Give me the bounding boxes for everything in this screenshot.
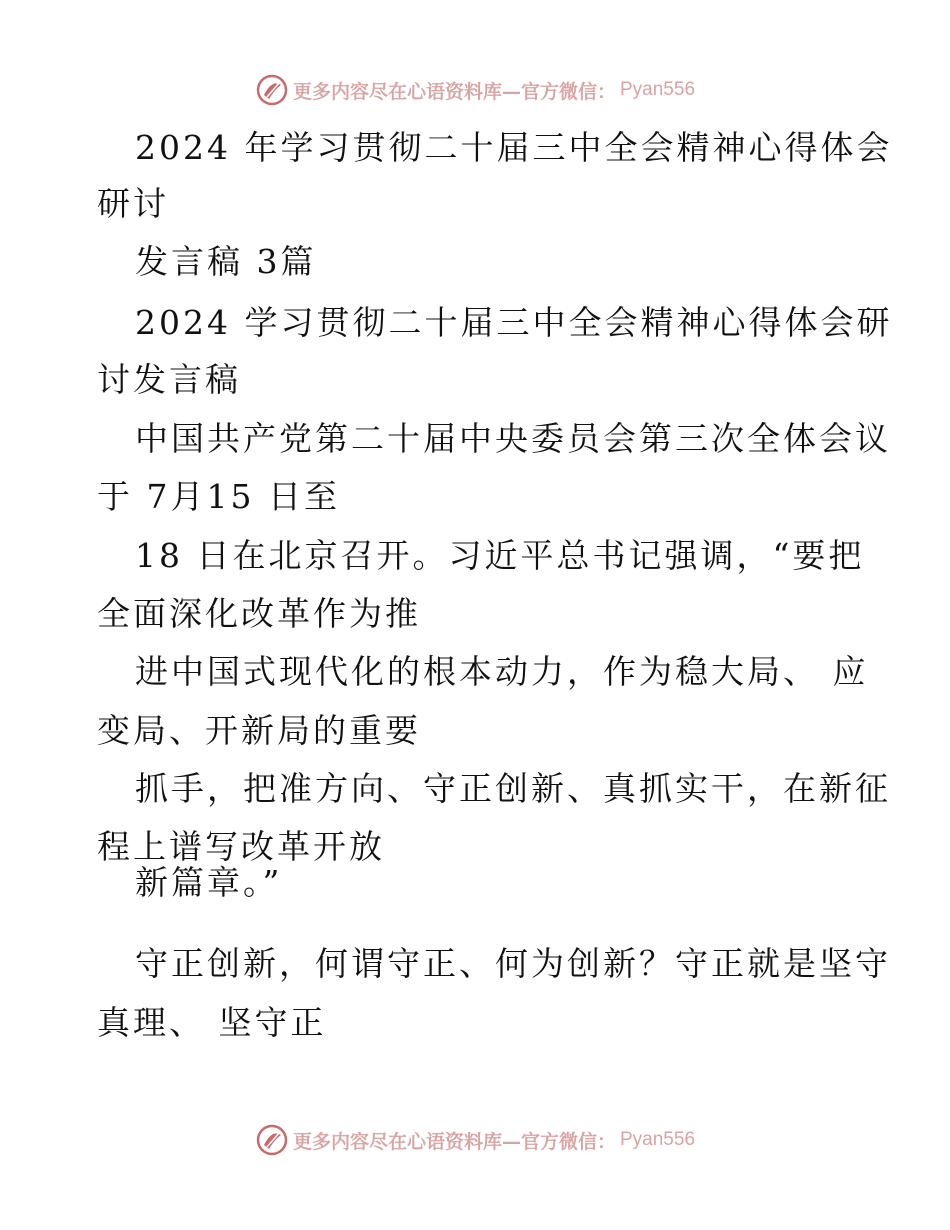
title-line-3: 发言稿 3篇	[135, 242, 317, 281]
paragraph-line: 新篇章。”	[135, 863, 283, 902]
watermark-header	[0, 70, 950, 110]
title-line-1: 2024 年学习贯彻二十届三中全会精神心得体会	[135, 128, 893, 167]
paragraph-line: 真理、 坚守正	[97, 1003, 327, 1042]
paragraph-line: 于 7月15 日至	[97, 477, 340, 516]
subtitle-line-2: 讨发言稿	[97, 360, 241, 399]
paragraph-line: 进中国式现代化的根本动力，作为稳大局、 应	[135, 652, 869, 691]
paragraph-line: 全面深化改革作为推	[97, 594, 421, 633]
brand-logo-icon	[255, 73, 289, 107]
watermark-footer	[0, 1120, 950, 1160]
title-line-2: 研讨	[97, 184, 169, 223]
paragraph-line: 变局、开新局的重要	[97, 711, 421, 750]
watermark-text: 更多内容尽在心语资料库—官方微信：	[292, 80, 616, 103]
subtitle-line-1: 2024 学习贯彻二十届三中全会精神心得体会研	[135, 303, 893, 342]
paragraph-line: 中国共产党第二十届中央委员会第三次全体会议	[135, 419, 891, 458]
paragraph-line: 守正创新，何谓守正、何为创新？守正就是坚守	[135, 944, 891, 983]
watermark-handle: Pyan556	[620, 79, 696, 100]
paragraph-line: 程上谱写改革开放	[97, 827, 385, 866]
paragraph-line: 抓手，把准方向、守正创新、真抓实干，在新征	[135, 769, 891, 808]
brand-logo-icon	[255, 1123, 289, 1157]
paragraph-line: 18 日在北京召开。习近平总书记强调，“要把	[135, 536, 865, 575]
watermark-handle: Pyan556	[620, 1129, 696, 1150]
watermark-text: 更多内容尽在心语资料库—官方微信：	[292, 1130, 616, 1153]
